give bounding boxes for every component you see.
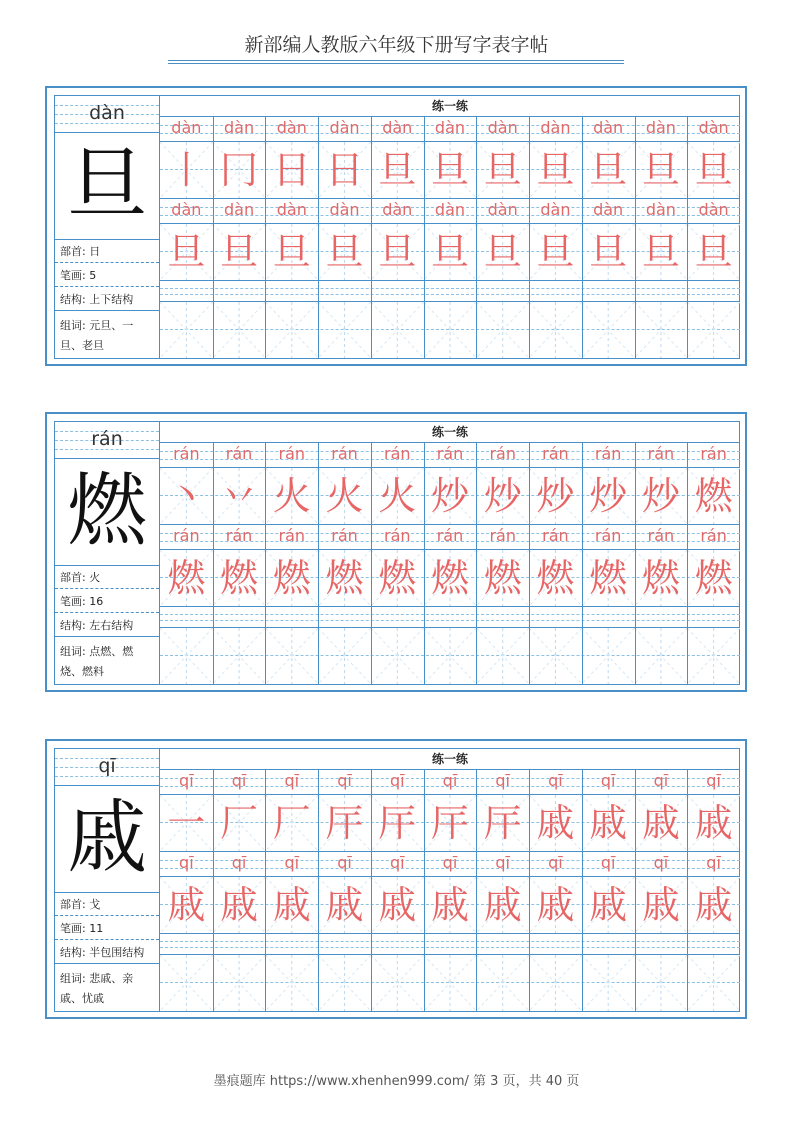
practice-pinyin: dàn: [382, 118, 413, 137]
practice-pinyin: dàn: [224, 118, 255, 137]
practice-character: 炒: [589, 474, 628, 518]
grid-diagonal-guides: [160, 628, 740, 684]
grid-column-line: [476, 443, 477, 684]
practice-character: 旦: [430, 148, 469, 192]
practice-pinyin: dàn: [171, 200, 202, 219]
practice-pinyin: dàn: [171, 118, 202, 137]
practice-pinyin: rán: [489, 526, 516, 545]
practice-pinyin: dàn: [698, 118, 729, 137]
practice-pinyin: qī: [337, 853, 352, 872]
practice-character: 旦: [272, 230, 311, 274]
practice-pinyin: dàn: [434, 118, 466, 137]
practice-character: 燃: [430, 556, 469, 600]
practice-pinyin: rán: [383, 444, 411, 463]
radical-label: 部首: 日: [55, 240, 159, 263]
grid-column-line: [213, 443, 214, 684]
practice-pinyin: qī: [442, 771, 458, 790]
practice-character: 厈: [430, 801, 469, 845]
practice-character: 火: [378, 474, 417, 518]
grid-column-line: [687, 443, 688, 684]
practice-pinyin: dàn: [276, 118, 307, 137]
character-row: [160, 302, 740, 359]
practice-character: 戚: [220, 883, 259, 927]
character-info-column: [55, 422, 160, 684]
practice-pinyin: rán: [278, 444, 306, 463]
practice-pinyin: dàn: [487, 200, 518, 219]
practice-header: 练一练: [160, 749, 740, 770]
practice-character: 旦: [694, 148, 733, 192]
grid-column-line: [213, 770, 214, 1011]
main-pinyin: rán: [91, 428, 123, 450]
grid-column-line: [582, 117, 583, 358]
practice-pinyin: dàn: [224, 200, 255, 219]
practice-character: 燃: [272, 556, 311, 600]
practice-area: [160, 749, 740, 1011]
practice-character: 旦: [430, 230, 469, 274]
practice-pinyin: qī: [179, 853, 194, 872]
practice-character: 燃: [536, 556, 575, 600]
character-card: [45, 739, 747, 1019]
grid-column-line: [318, 770, 319, 1011]
grid-column-line: [265, 117, 266, 358]
practice-pinyin: qī: [706, 853, 721, 872]
practice-pinyin: qī: [600, 853, 616, 872]
strokes-label: 笔画: 5: [55, 264, 159, 287]
card-frame: [54, 748, 740, 1012]
practice-pinyin: rán: [594, 526, 622, 545]
practice-pinyin: qī: [231, 853, 247, 872]
pinyin-guide-line: [160, 288, 740, 289]
practice-character: 戚: [325, 883, 364, 927]
practice-grid: [160, 770, 740, 1011]
character-row: [160, 142, 740, 199]
practice-character: 日: [325, 148, 364, 192]
main-character-cell: [55, 786, 159, 893]
practice-pinyin: dàn: [645, 200, 676, 219]
practice-character: 火: [325, 474, 364, 518]
practice-character: 厂: [272, 801, 311, 845]
practice-pinyin: rán: [225, 444, 253, 463]
practice-pinyin: rán: [647, 526, 675, 545]
practice-character: 旦: [220, 230, 259, 274]
title-underline: [168, 60, 624, 61]
practice-character: 旦: [167, 230, 206, 274]
pinyin-row: [160, 770, 740, 795]
grid-column-line: [265, 770, 266, 1011]
practice-pinyin: dàn: [382, 200, 413, 219]
practice-character: 丷: [220, 474, 259, 518]
pinyin-guide-line: [160, 620, 740, 621]
structure-label: 结构: 半包围结构: [55, 941, 159, 964]
practice-character: 旦: [641, 230, 680, 274]
practice-pinyin: qī: [548, 853, 563, 872]
grid-diagonal-guides: [160, 955, 740, 1011]
strokes-label: 笔画: 11: [55, 917, 159, 940]
character-card: [45, 86, 747, 366]
practice-character: 燃: [694, 474, 733, 518]
page-title: 新部编人教版六年级下册写字表字帖: [244, 34, 549, 56]
practice-pinyin: qī: [337, 771, 352, 790]
grid-column-line: [424, 770, 425, 1011]
practice-character: 戚: [483, 883, 522, 927]
practice-pinyin: rán: [383, 526, 411, 545]
practice-pinyin: rán: [331, 444, 358, 463]
structure-label: 结构: 左右结构: [55, 614, 159, 637]
character-row: [160, 628, 740, 685]
pinyin-row: [160, 199, 740, 224]
practice-character: 旦: [378, 148, 417, 192]
grid-column-line: [529, 443, 530, 684]
radical-label: 部首: 戈: [55, 893, 159, 916]
practice-pinyin: dàn: [329, 200, 360, 219]
grid-column-line: [687, 117, 688, 358]
grid-column-line: [265, 443, 266, 684]
practice-character: 旦: [536, 148, 575, 192]
grid-column-line: [213, 117, 214, 358]
practice-pinyin: qī: [653, 853, 669, 872]
practice-pinyin: dàn: [434, 200, 466, 219]
practice-pinyin: dàn: [645, 118, 676, 137]
practice-character: 炒: [641, 474, 680, 518]
practice-pinyin: qī: [389, 771, 405, 790]
page-footer: 墨痕题库 https://www.xhenhen999.com/ 第 3 页，共 40 页: [213, 1074, 580, 1089]
practice-pinyin: dàn: [540, 200, 571, 219]
grid-column-line: [635, 770, 636, 1011]
practice-character: 炒: [483, 474, 522, 518]
practice-character: 炒: [536, 474, 575, 518]
practice-pinyin: rán: [647, 444, 675, 463]
practice-pinyin: qī: [179, 771, 194, 790]
practice-pinyin: dàn: [593, 118, 624, 137]
pinyin-row: [160, 934, 740, 955]
practice-character: 戚: [378, 883, 417, 927]
grid-column-line: [529, 117, 530, 358]
practice-pinyin: qī: [548, 771, 563, 790]
grid-diagonal-guides: [160, 302, 740, 358]
practice-character: 丶: [167, 474, 206, 518]
character-row: [160, 468, 740, 525]
practice-pinyin: rán: [173, 526, 200, 545]
grid-column-line: [424, 117, 425, 358]
practice-pinyin: qī: [653, 771, 669, 790]
practice-character: 炒: [430, 474, 469, 518]
grid-column-line: [318, 443, 319, 684]
grid-column-line: [371, 443, 372, 684]
practice-character: 厂: [220, 801, 259, 845]
practice-character: 厈: [483, 801, 522, 845]
practice-character: 燃: [325, 556, 364, 600]
words-label: 组词: 悲戚、亲戚、忧戚: [60, 972, 134, 1005]
practice-character: 戚: [641, 801, 680, 845]
practice-character: 旦: [536, 230, 575, 274]
practice-pinyin: rán: [436, 444, 464, 463]
practice-character: 旦: [325, 230, 364, 274]
practice-character: 燃: [167, 556, 206, 600]
main-character: 燃: [67, 464, 147, 557]
words-label: 组词: 元旦、一旦、老旦: [60, 319, 134, 352]
practice-pinyin: dàn: [487, 118, 518, 137]
practice-character: 戚: [536, 883, 575, 927]
practice-grid: [160, 117, 740, 358]
main-character-cell: [55, 133, 159, 240]
character-card: [45, 412, 747, 692]
practice-character: 火: [272, 474, 311, 518]
card-frame: [54, 421, 740, 685]
practice-character: 戚: [167, 883, 206, 927]
character-info-column: [55, 96, 160, 358]
practice-character: 冂: [220, 148, 259, 192]
practice-character: 戚: [272, 883, 311, 927]
strokes-label: 笔画: 16: [55, 590, 159, 613]
practice-pinyin: dàn: [540, 118, 571, 137]
practice-pinyin: rán: [594, 444, 622, 463]
pinyin-row: [160, 443, 740, 468]
pinyin-row: [160, 281, 740, 302]
practice-pinyin: qī: [495, 771, 510, 790]
practice-character: 燃: [694, 556, 733, 600]
pinyin-guide-line: [160, 947, 740, 948]
main-pinyin: dàn: [89, 102, 125, 124]
practice-character: 戚: [694, 801, 733, 845]
card-frame: [54, 95, 740, 359]
practice-pinyin: rán: [489, 444, 516, 463]
radical-label: 部首: 火: [55, 566, 159, 589]
practice-pinyin: rán: [173, 444, 200, 463]
practice-pinyin: qī: [389, 853, 405, 872]
grid-column-line: [318, 117, 319, 358]
character-row: [160, 795, 740, 852]
practice-character: 燃: [220, 556, 259, 600]
practice-character: 燃: [483, 556, 522, 600]
main-pinyin: qī: [98, 755, 116, 777]
grid-column-line: [635, 117, 636, 358]
grid-column-line: [371, 770, 372, 1011]
practice-character: 戚: [536, 801, 575, 845]
practice-character: 厈: [325, 801, 364, 845]
pinyin-row: [160, 117, 740, 142]
grid-column-line: [687, 770, 688, 1011]
pinyin-row: [160, 852, 740, 877]
practice-pinyin: qī: [495, 853, 510, 872]
main-pinyin-cell: [55, 749, 159, 786]
main-pinyin-cell: [55, 422, 159, 459]
main-character-cell: [55, 459, 159, 566]
practice-character: 旦: [378, 230, 417, 274]
practice-character: 旦: [694, 230, 733, 274]
grid-column-line: [635, 443, 636, 684]
practice-pinyin: rán: [436, 526, 464, 545]
practice-pinyin: rán: [700, 526, 727, 545]
main-character: 旦: [67, 138, 147, 231]
practice-area: [160, 422, 740, 684]
practice-character: 燃: [641, 556, 680, 600]
character-row: [160, 224, 740, 281]
practice-pinyin: rán: [278, 526, 306, 545]
practice-pinyin: rán: [225, 526, 253, 545]
practice-character: 日: [272, 148, 311, 192]
practice-character: 戚: [694, 883, 733, 927]
practice-pinyin: qī: [600, 771, 616, 790]
grid-column-line: [424, 443, 425, 684]
practice-pinyin: qī: [284, 853, 300, 872]
grid-column-line: [582, 443, 583, 684]
grid-column-line: [476, 117, 477, 358]
pinyin-guide-line: [160, 614, 740, 615]
practice-character: 戚: [589, 883, 628, 927]
practice-pinyin: dàn: [276, 200, 307, 219]
character-row: [160, 877, 740, 934]
words-label: 组词: 点燃、燃烧、燃料: [60, 645, 134, 678]
practice-character: 旦: [589, 230, 628, 274]
main-pinyin-cell: [55, 96, 159, 133]
character-row: [160, 955, 740, 1012]
practice-pinyin: dàn: [593, 200, 624, 219]
practice-pinyin: rán: [700, 444, 727, 463]
practice-header: 练一练: [160, 422, 740, 443]
practice-character: 旦: [641, 148, 680, 192]
practice-character: 戚: [589, 801, 628, 845]
practice-area: [160, 96, 740, 358]
practice-character: 旦: [483, 148, 522, 192]
practice-character: 旦: [589, 148, 628, 192]
practice-character: 戚: [641, 883, 680, 927]
pinyin-guide-line: [160, 294, 740, 295]
title-underline-double: [168, 63, 624, 64]
practice-character: 燃: [378, 556, 417, 600]
practice-character: 丨: [167, 148, 206, 192]
practice-character: 戚: [430, 883, 469, 927]
practice-pinyin: dàn: [329, 118, 360, 137]
structure-label: 结构: 上下结构: [55, 288, 159, 311]
practice-grid: [160, 443, 740, 684]
practice-character: 一: [167, 801, 206, 845]
grid-column-line: [582, 770, 583, 1011]
practice-character: 厈: [378, 801, 417, 845]
practice-pinyin: qī: [284, 771, 300, 790]
grid-column-line: [529, 770, 530, 1011]
practice-character: 燃: [589, 556, 628, 600]
practice-pinyin: qī: [442, 853, 458, 872]
practice-pinyin: rán: [542, 526, 569, 545]
practice-character: 旦: [483, 230, 522, 274]
grid-column-line: [371, 117, 372, 358]
practice-pinyin: dàn: [698, 200, 729, 219]
practice-header: 练一练: [160, 96, 740, 117]
practice-pinyin: qī: [706, 771, 721, 790]
character-row: [160, 550, 740, 607]
pinyin-row: [160, 525, 740, 550]
character-info-column: [55, 749, 160, 1011]
pinyin-guide-line: [160, 941, 740, 942]
practice-pinyin: rán: [542, 444, 569, 463]
practice-pinyin: qī: [231, 771, 247, 790]
grid-column-line: [476, 770, 477, 1011]
pinyin-row: [160, 607, 740, 628]
main-character: 戚: [67, 791, 147, 884]
practice-pinyin: rán: [331, 526, 358, 545]
